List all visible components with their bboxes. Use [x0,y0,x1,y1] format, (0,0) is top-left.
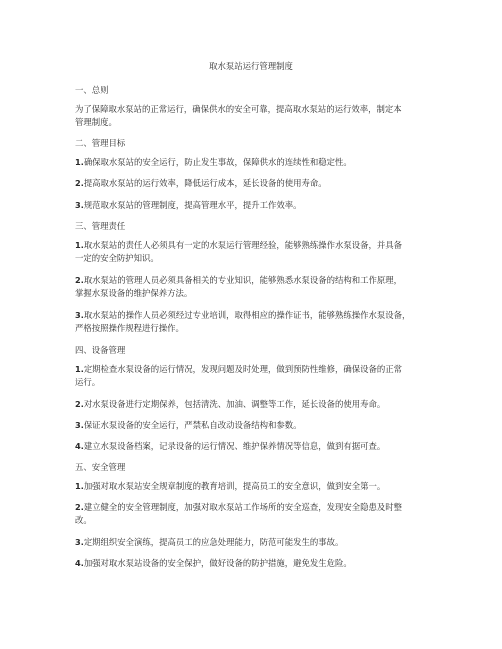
section-heading-responsibility: 三、管理责任 [75,221,126,231]
item-number: 3. [75,310,84,320]
list-item [75,239,435,251]
list-item [75,156,435,168]
list-item [75,501,435,513]
item-text: 加强对取水泵站设备的安全保护，做好设备的防护措施，避免发生危险。 [83,558,352,568]
item-number: 2. [75,399,84,409]
item-text: 确保取水泵站的安全运行，防止发生事故，保障供水的连续性和稳定性。 [83,157,352,167]
item-number: 2. [75,275,84,285]
section-heading-equipment: 四、设备管理 [75,345,126,355]
list-item [75,557,435,569]
item-text: 取水泵站的操作人员必须经过专业培训，取得相应的操作证书，能够熟练操作水泵设备， [83,310,411,320]
paragraph-line: 运行。 [75,377,101,387]
item-text: 定期检查水泵设备的运行情况，发现问题及时处理，做到预防性维修，确保设备的正常 [83,364,403,374]
list-item [75,419,435,431]
list-item [75,398,435,410]
list-item [75,274,435,286]
list-item [75,440,435,452]
item-text: 建立健全的安全管理制度，加强对取水泵站工作场所的安全巡查，发现安全隐患及时整 [83,502,403,512]
item-text: 定期组织安全演练，提高员工的应急处理能力，防范可能发生的事故。 [83,537,344,547]
item-text: 保证水泵设备的安全运行，严禁私自改动设备结构和参数。 [83,420,302,430]
item-text: 取水泵站的责任人必须具有一定的水泵运行管理经验，能够熟练操作水泵设备，并具备 [83,240,403,250]
item-text: 建立水泵设备档案，记录设备的运行情况、维护保养情况等信息，做到有据可查。 [83,441,386,451]
paragraph-line: 一定的安全防护知识。 [75,253,159,263]
item-number: 1. [75,157,84,167]
section-heading-safety: 五、安全管理 [75,462,126,472]
item-text: 取水泵站的管理人员必须具备相关的专业知识，能够熟悉水泵设备的结构和工作原理， [83,275,403,285]
item-number: 3. [75,200,84,210]
section-heading-general: 一、总则 [75,85,109,95]
list-item [75,177,435,189]
paragraph-line: 为了保障取水泵站的正常运行，确保供水的安全可靠，提高取水泵站的运行效率，制定本 [75,104,402,114]
list-item [75,480,435,492]
list-item [75,363,435,375]
item-number: 3. [75,420,84,430]
item-number: 3. [75,537,84,547]
item-number: 4. [75,558,84,568]
paragraph-line: 管理制度。 [75,117,117,127]
item-number: 4. [75,441,84,451]
paragraph-line: 掌握水泵设备的维护保养方法。 [75,288,193,298]
list-item [75,309,435,321]
section-heading-goals: 二、管理目标 [75,138,126,148]
item-text: 提高取水泵站的运行效率，降低运行成本，延长设备的使用寿命。 [83,178,327,188]
item-number: 2. [75,178,84,188]
paragraph-line: 严格按照操作规程进行操作。 [75,323,184,333]
item-text: 对水泵设备进行定期保养，包括清洗、加油、调整等工作，延长设备的使用寿命。 [83,399,386,409]
item-text: 加强对取水泵站安全规章制度的教育培训，提高员工的安全意识，做到安全第一。 [83,481,386,491]
list-item [75,536,435,548]
item-number: 1. [75,364,84,374]
item-text: 规范取水泵站的管理制度，提高管理水平，提升工作效率。 [83,200,302,210]
item-number: 1. [75,481,84,491]
document-title: 取水泵站运行管理制度 [209,61,293,71]
list-item [75,199,435,211]
paragraph-line: 改。 [75,515,92,525]
item-number: 1. [75,240,84,250]
item-number: 2. [75,502,84,512]
